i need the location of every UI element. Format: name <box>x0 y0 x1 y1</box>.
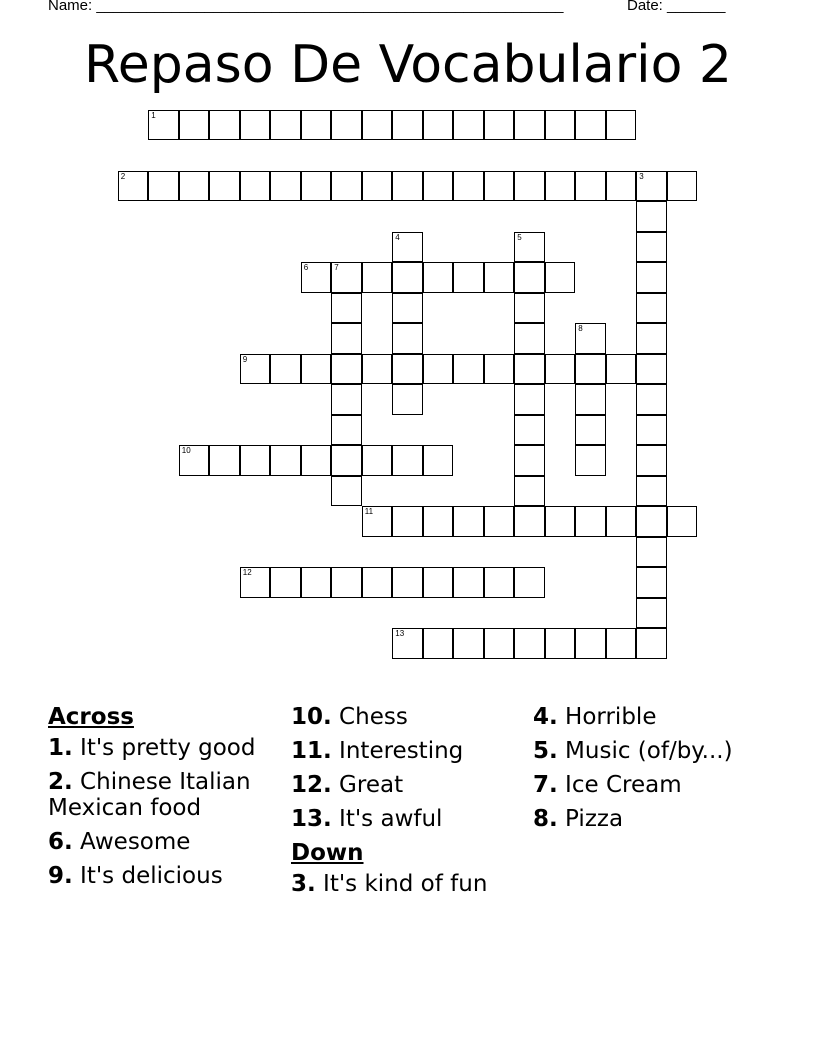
clue-text: Awesome <box>72 829 191 855</box>
clue-number: 11. <box>291 738 332 764</box>
clue-down-3 <box>291 871 531 897</box>
crossword-cell[interactable] <box>301 445 332 476</box>
crossword-cell[interactable] <box>331 354 362 385</box>
clue-across-9 <box>48 863 288 889</box>
clue-text: It's awful <box>331 806 443 832</box>
crossword-cell[interactable] <box>545 628 576 659</box>
clue-number-label: 3 <box>639 171 644 181</box>
crossword-cell[interactable] <box>514 171 545 202</box>
clue-text: It's kind of fun <box>315 871 488 897</box>
crossword-cell[interactable] <box>301 171 332 202</box>
crossword-cell[interactable] <box>636 476 667 507</box>
clue-number-label: 7 <box>334 263 339 273</box>
crossword-cell[interactable] <box>484 262 515 293</box>
clue-number: 10. <box>291 704 332 730</box>
clue-text: Chess <box>331 704 408 730</box>
crossword-cell[interactable] <box>118 171 149 202</box>
clue-number: 5. <box>533 738 558 764</box>
crossword-cell[interactable] <box>362 262 393 293</box>
crossword-cell[interactable] <box>636 506 667 537</box>
clue-down-8 <box>533 806 773 832</box>
crossword-cell[interactable] <box>636 567 667 598</box>
crossword-cell[interactable] <box>392 323 423 354</box>
clue-across-13 <box>291 806 531 832</box>
crossword-cell[interactable] <box>148 110 179 141</box>
clue-number: 6. <box>48 829 73 855</box>
crossword-cell[interactable] <box>331 415 362 446</box>
crossword-cell[interactable] <box>423 110 454 141</box>
crossword-cell[interactable] <box>453 262 484 293</box>
crossword-cell[interactable] <box>392 567 423 598</box>
crossword-cell[interactable] <box>636 323 667 354</box>
crossword-cell[interactable] <box>392 384 423 415</box>
crossword-cell[interactable] <box>240 354 271 385</box>
crossword-cell[interactable] <box>331 445 362 476</box>
crossword-cell[interactable] <box>423 354 454 385</box>
date-field[interactable]: Date: _______ <box>627 0 726 14</box>
clue-number-label: 2 <box>120 171 126 181</box>
clue-number: 2. <box>48 769 73 795</box>
crossword-cell[interactable] <box>392 445 423 476</box>
crossword-cell[interactable] <box>514 354 545 385</box>
crossword-cell[interactable] <box>392 262 423 293</box>
crossword-cell[interactable] <box>362 506 393 537</box>
crossword-cell[interactable] <box>636 201 667 232</box>
clue-number: 12. <box>291 772 332 798</box>
crossword-cell[interactable] <box>301 262 332 293</box>
clue-down-7 <box>533 772 773 798</box>
crossword-cell[interactable] <box>362 171 393 202</box>
crossword-cell[interactable] <box>423 262 454 293</box>
clue-number: 13. <box>291 806 332 832</box>
crossword-cell[interactable] <box>331 110 362 141</box>
crossword-cell[interactable] <box>514 323 545 354</box>
crossword-cell[interactable] <box>636 415 667 446</box>
crossword-cell[interactable] <box>484 110 515 141</box>
crossword-cell[interactable] <box>575 445 606 476</box>
crossword-cell[interactable] <box>240 110 271 141</box>
clue-number-label: 13 <box>395 629 405 639</box>
clue-number: 8. <box>533 806 558 832</box>
crossword-cell[interactable] <box>331 323 362 354</box>
crossword-cell[interactable] <box>514 232 545 263</box>
crossword-cell[interactable] <box>545 171 576 202</box>
clue-number-label: 5 <box>517 232 522 242</box>
clue-text: Ice Cream <box>557 772 682 798</box>
crossword-cell[interactable] <box>240 445 271 476</box>
clue-number-label: 6 <box>303 263 309 273</box>
clue-across-10 <box>291 704 531 730</box>
clue-number-label: 1 <box>151 110 156 120</box>
clue-text: Horrible <box>557 704 657 730</box>
clue-number: 9. <box>48 863 73 889</box>
clue-number-label: 4 <box>395 232 400 242</box>
crossword-cell[interactable] <box>392 171 423 202</box>
crossword-cell[interactable] <box>331 171 362 202</box>
crossword-cell[interactable] <box>606 354 637 385</box>
clue-text: It's delicious <box>72 863 223 889</box>
clue-number-label: 8 <box>578 324 583 334</box>
crossword-cell[interactable] <box>362 445 393 476</box>
crossword-cell[interactable] <box>453 110 484 141</box>
clue-number: 4. <box>533 704 558 730</box>
crossword-cell[interactable] <box>606 171 637 202</box>
crossword-cell[interactable] <box>423 445 454 476</box>
crossword-cell[interactable] <box>270 110 301 141</box>
crossword-cell[interactable] <box>667 506 698 537</box>
crossword-cell[interactable] <box>514 567 545 598</box>
crossword-cell[interactable] <box>453 354 484 385</box>
crossword-cell[interactable] <box>636 628 667 659</box>
crossword-cell[interactable] <box>545 506 576 537</box>
crossword-cell[interactable] <box>179 445 210 476</box>
crossword-cell[interactable] <box>301 567 332 598</box>
crossword-cell[interactable] <box>636 232 667 263</box>
clue-number-label: 11 <box>364 507 374 517</box>
crossword-cell[interactable] <box>148 171 179 202</box>
crossword-cell[interactable] <box>514 628 545 659</box>
crossword-cell[interactable] <box>606 110 637 141</box>
crossword-cell[interactable] <box>209 110 240 141</box>
clue-number-label: 10 <box>181 446 191 456</box>
crossword-cell[interactable] <box>301 354 332 385</box>
crossword-cell[interactable] <box>331 262 362 293</box>
crossword-cell[interactable] <box>606 628 637 659</box>
crossword-cell[interactable] <box>240 567 271 598</box>
crossword-cell[interactable] <box>423 506 454 537</box>
crossword-cell[interactable] <box>423 567 454 598</box>
crossword-cell[interactable] <box>514 384 545 415</box>
crossword-cell[interactable] <box>392 110 423 141</box>
crossword-cell[interactable] <box>484 567 515 598</box>
crossword-cell[interactable] <box>514 506 545 537</box>
crossword-cell[interactable] <box>209 445 240 476</box>
crossword-cell[interactable] <box>270 567 301 598</box>
crossword-cell[interactable] <box>331 567 362 598</box>
crossword-cell[interactable] <box>514 262 545 293</box>
crossword-cell[interactable] <box>453 567 484 598</box>
crossword-cell[interactable] <box>484 354 515 385</box>
crossword-cell[interactable] <box>575 323 606 354</box>
crossword-cell[interactable] <box>514 476 545 507</box>
clue-across-2 <box>48 769 288 821</box>
clue-text: It's pretty good <box>72 735 256 761</box>
clue-column-1 <box>48 700 288 897</box>
crossword-cell[interactable] <box>453 628 484 659</box>
crossword-cell[interactable] <box>545 262 576 293</box>
crossword-cell[interactable] <box>636 262 667 293</box>
clue-text: Great <box>331 772 404 798</box>
crossword-cell[interactable] <box>575 171 606 202</box>
crossword-cell[interactable] <box>575 415 606 446</box>
clue-column-2 <box>291 700 531 905</box>
clue-across-6 <box>48 829 288 855</box>
crossword-cell[interactable] <box>636 354 667 385</box>
clue-number-label: 9 <box>242 354 248 364</box>
crossword-cell[interactable] <box>636 445 667 476</box>
crossword-cell[interactable] <box>392 232 423 263</box>
clue-number: 7. <box>533 772 558 798</box>
crossword-cell[interactable] <box>423 171 454 202</box>
clue-across-1 <box>48 735 288 761</box>
crossword-cell[interactable] <box>514 415 545 446</box>
across-heading: Across <box>48 704 134 730</box>
crossword-cell[interactable] <box>179 110 210 141</box>
clue-across-11 <box>291 738 531 764</box>
clue-across-12 <box>291 772 531 798</box>
clue-text: Music (of/by...) <box>557 738 733 764</box>
clue-number: 3. <box>291 871 316 897</box>
crossword-cell[interactable] <box>636 598 667 629</box>
crossword-cell[interactable] <box>362 354 393 385</box>
clue-text: Interesting <box>331 738 464 764</box>
crossword-cell[interactable] <box>484 506 515 537</box>
page-title: Repaso De Vocabulario 2 <box>84 35 732 95</box>
clue-column-3 <box>533 700 773 840</box>
crossword-cell[interactable] <box>270 171 301 202</box>
down-heading: Down <box>291 840 364 866</box>
crossword-cell[interactable] <box>514 293 545 324</box>
crossword-cell[interactable] <box>362 110 393 141</box>
crossword-cell[interactable] <box>331 293 362 324</box>
crossword-cell[interactable] <box>301 110 332 141</box>
name-field[interactable]: Name: ________________________________________________________ <box>48 0 564 14</box>
crossword-cell[interactable] <box>453 171 484 202</box>
crossword-cell[interactable] <box>484 628 515 659</box>
crossword-cell[interactable] <box>575 628 606 659</box>
crossword-cell[interactable] <box>270 445 301 476</box>
crossword-cell[interactable] <box>636 171 667 202</box>
crossword-cell[interactable] <box>392 506 423 537</box>
crossword-cell[interactable] <box>209 171 240 202</box>
crossword-cell[interactable] <box>514 110 545 141</box>
crossword-cell[interactable] <box>240 171 271 202</box>
crossword-cell[interactable] <box>453 506 484 537</box>
crossword-cell[interactable] <box>667 171 698 202</box>
crossword-cell[interactable] <box>575 506 606 537</box>
crossword-cell[interactable] <box>575 110 606 141</box>
clue-down-5 <box>533 738 773 764</box>
crossword-cell[interactable] <box>545 110 576 141</box>
clue-text: Pizza <box>557 806 624 832</box>
crossword-cell[interactable] <box>270 354 301 385</box>
crossword-cell[interactable] <box>606 506 637 537</box>
clue-down-4 <box>533 704 773 730</box>
crossword-cell[interactable] <box>636 537 667 568</box>
crossword-cell[interactable] <box>331 384 362 415</box>
clue-text: Chinese Italian Mexican food <box>48 769 251 821</box>
crossword-cell[interactable] <box>423 628 454 659</box>
crossword-cell[interactable] <box>636 384 667 415</box>
crossword-cell[interactable] <box>331 476 362 507</box>
crossword-cell[interactable] <box>484 171 515 202</box>
crossword-cell[interactable] <box>392 293 423 324</box>
crossword-cell[interactable] <box>179 171 210 202</box>
crossword-cell[interactable] <box>545 354 576 385</box>
crossword-cell[interactable] <box>514 445 545 476</box>
clue-number-label: 12 <box>242 568 252 578</box>
crossword-cell[interactable] <box>575 384 606 415</box>
crossword-cell[interactable] <box>362 567 393 598</box>
clue-number: 1. <box>48 735 73 761</box>
crossword-cell[interactable] <box>392 354 423 385</box>
crossword-cell[interactable] <box>392 628 423 659</box>
crossword-cell[interactable] <box>636 293 667 324</box>
crossword-cell[interactable] <box>575 354 606 385</box>
